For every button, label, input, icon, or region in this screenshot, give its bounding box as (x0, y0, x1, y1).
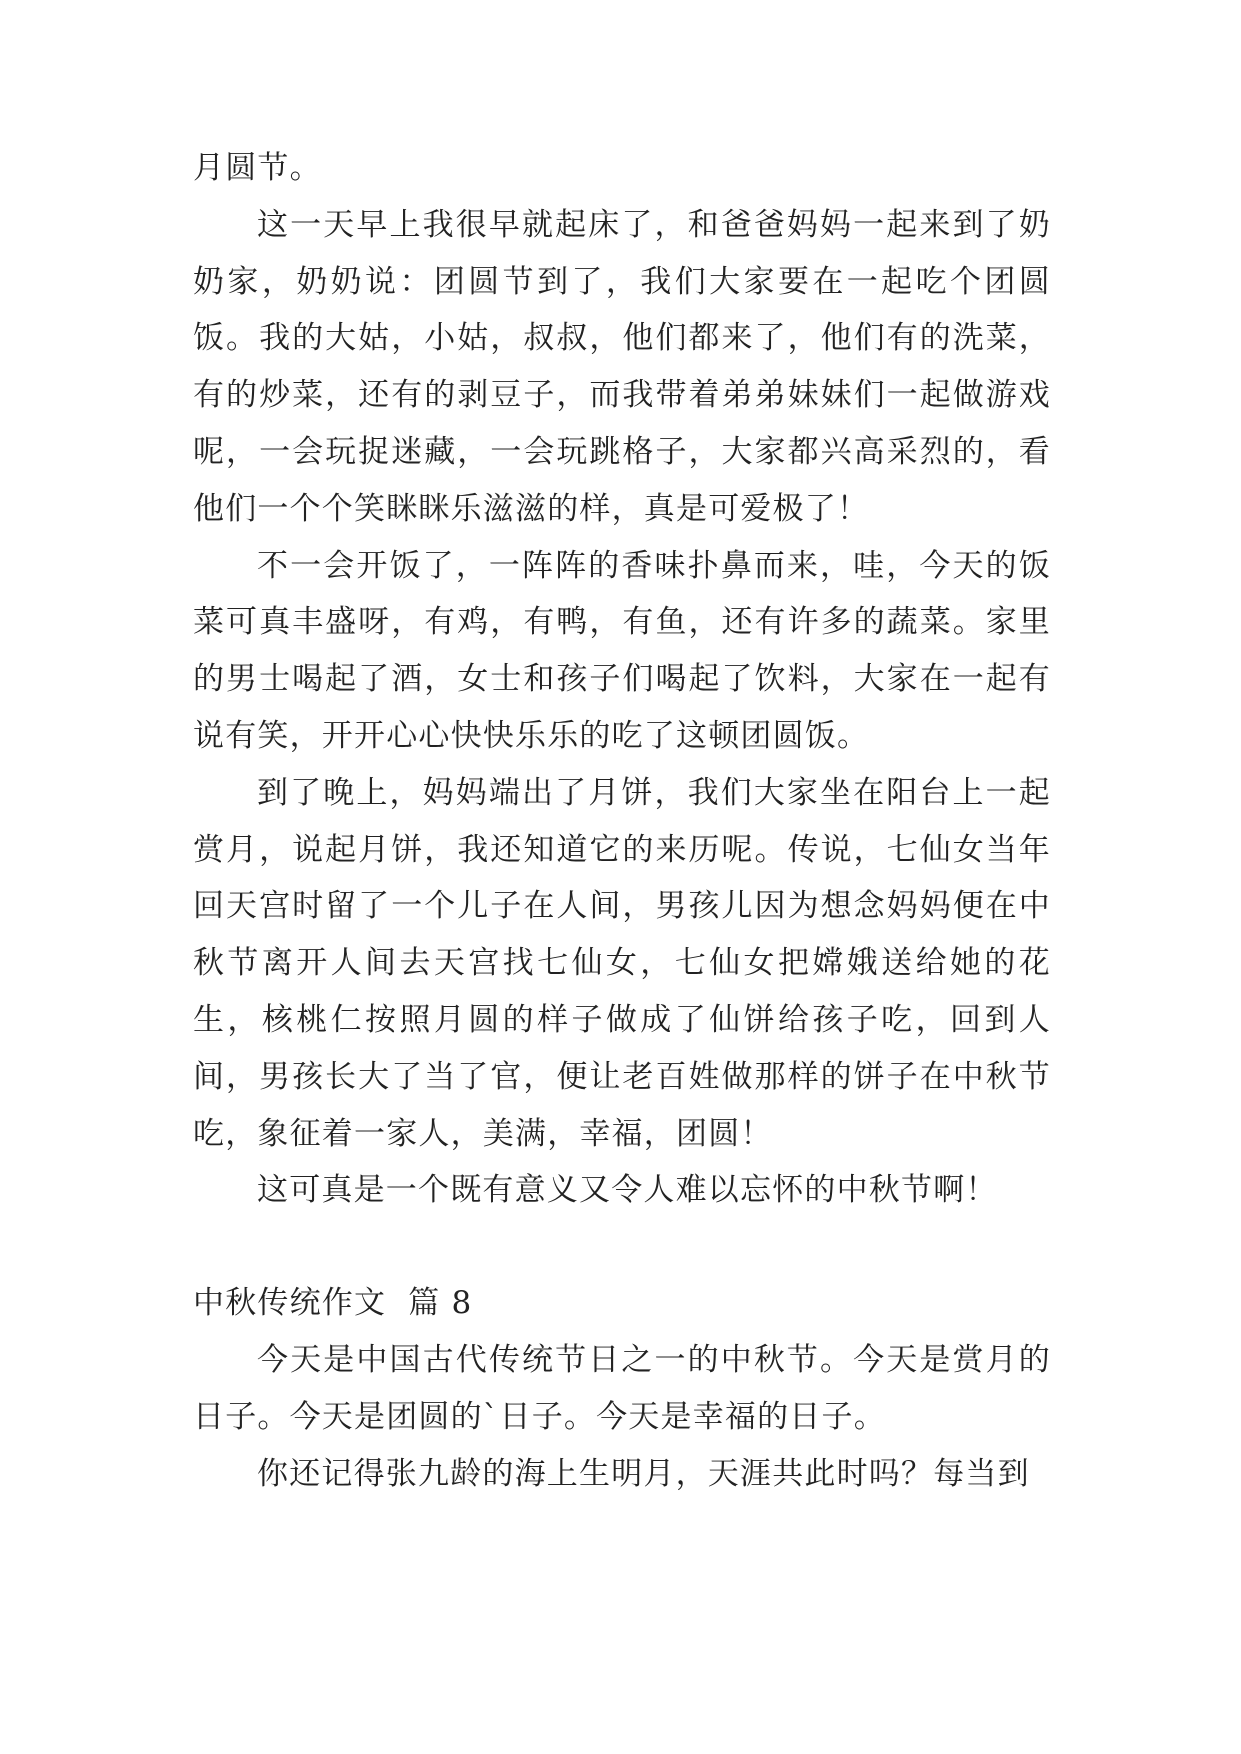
paragraph-morning-family-gathering: 这一天早上我很早就起床了，和爸爸妈妈一起来到了奶奶家，奶奶说：团圆节到了，我们大家要在一起吃个团圆饭。我的大姑，小姑，叔叔，他们都来了，他们有的洗菜，有的炒菜，还有的剥豆子，而我带着弟弟妹妹们一起做游戏呢，一会玩捉迷藏，一会玩跳格子，大家都兴高采烈的，看他们一个个笑眯眯乐滋滋的样，真是可爱极了！ (193, 206, 1051, 527)
paragraph-reunion-dinner: 不一会开饭了，一阵阵的香味扑鼻而来，哇，今天的饭菜可真丰盛呀，有鸡，有鸭，有鱼，还有许多的蔬菜。家里的男士喝起了酒，女士和孩子们喝起了饮料，大家在一起有说有笑，开开心心快快乐乐的吃了这顿团圆饭。 (193, 547, 1051, 754)
paragraph-mid-autumn-intro: 今天是中国古代传统节日之一的中秋节。今天是赏月的日子。今天是团圆的`日子。今天是幸福的日子。 (193, 1341, 1051, 1435)
paragraph-conclusion: 这可真是一个既有意义又令人难以忘怀的中秋节啊！ (257, 1172, 998, 1209)
section-title: 中秋传统作文 (193, 1285, 387, 1322)
section-heading (193, 1275, 1051, 1332)
section-number: 篇 8 (408, 1285, 473, 1322)
paragraph-continuation: 月圆节。 (193, 150, 322, 186)
section-spacer (193, 1219, 1051, 1275)
paragraph-poem-reference: 你还记得张九龄的海上生明月，天涯共此时吗？每当到 (257, 1455, 1030, 1492)
paragraph-mooncake-legend: 到了晚上，妈妈端出了月饼，我们大家坐在阳台上一起赏月，说起月饼，我还知道它的来历呢。传说，七仙女当年回天宫时留了一个儿子在人间，男孩儿因为想念妈妈便在中秋节离开人间去天宫找七仙女，七仙女把嫦娥送给她的花生，核桃仁按照月圆的样子做成了仙饼给孩子吃，回到人间，男孩长大了当了官，便让老百姓做那样的饼子在中秋节吃，象征着一家人，美满，幸福，团圆！ (193, 774, 1051, 1152)
